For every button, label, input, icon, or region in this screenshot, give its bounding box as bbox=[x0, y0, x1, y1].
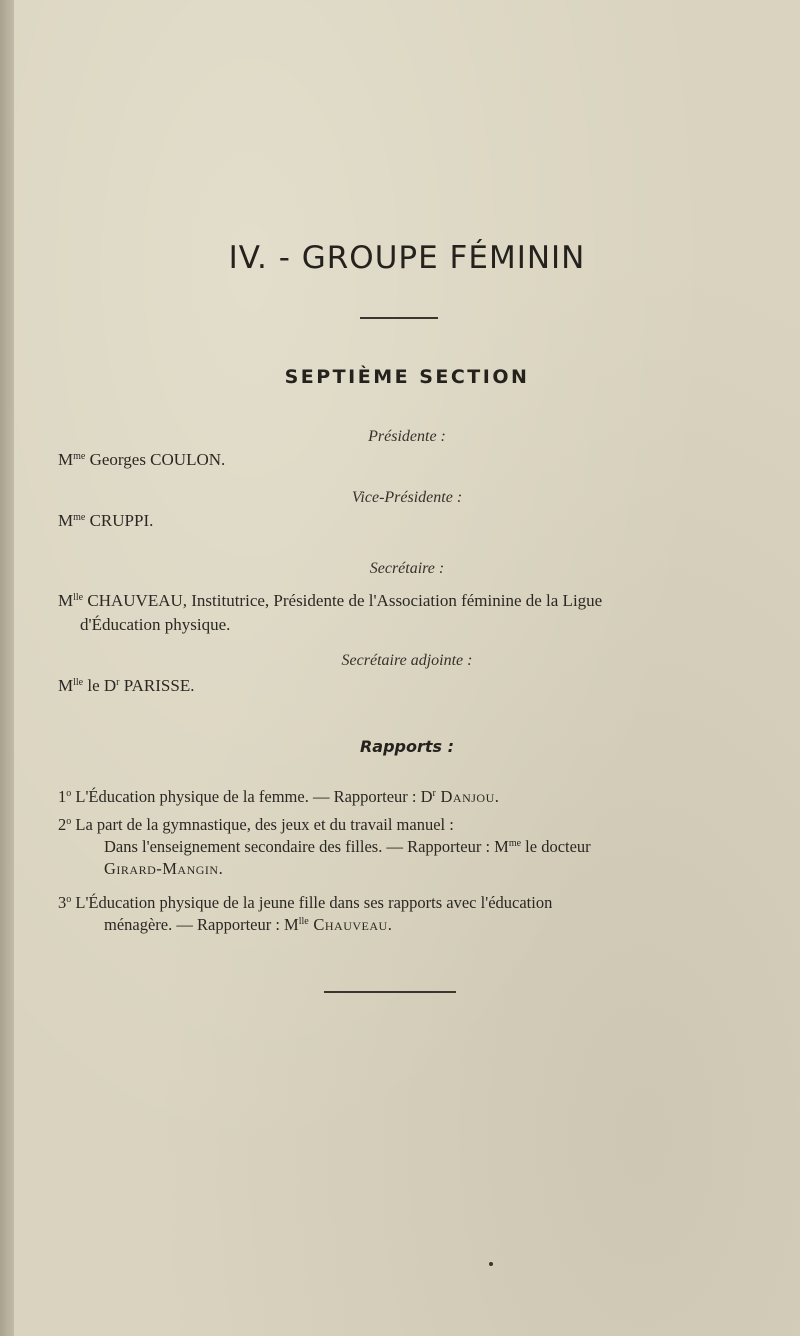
member-secretaire-adjointe bbox=[58, 674, 748, 698]
report-number: 3 bbox=[58, 893, 67, 912]
honorific-sup: me bbox=[73, 451, 86, 462]
honorific: M bbox=[58, 450, 74, 469]
page-edge-shadow bbox=[0, 0, 14, 1336]
report-line-2-end: Chauveau. bbox=[308, 915, 393, 934]
report-line-2-text: ménagère. — Rapporteur : M bbox=[104, 915, 299, 934]
title-divider bbox=[360, 317, 438, 319]
report-text: L'Éducation physique de la femme. — Rapporteur : D bbox=[71, 787, 433, 806]
member-name-continued: d'Éducation physique. bbox=[80, 615, 231, 634]
report-number-sup: o bbox=[66, 816, 72, 827]
report-number-sup: o bbox=[66, 894, 72, 905]
member-secretaire bbox=[58, 589, 748, 637]
report-line-2-sup: lle bbox=[298, 916, 309, 927]
report-text-sup: r bbox=[432, 788, 436, 799]
report-number: 1 bbox=[58, 787, 67, 806]
paper-speck bbox=[489, 1262, 493, 1266]
report-text: L'Éducation physique de la jeune fille dans ses rapports avec l'éducation bbox=[71, 893, 553, 912]
member-name: CRUPPI. bbox=[85, 511, 154, 530]
role-presidente: Présidente : bbox=[368, 428, 446, 445]
section-title: SEPTIÈME SECTION bbox=[284, 366, 530, 388]
report-line-2-sup: me bbox=[508, 838, 522, 849]
role-secretaire-adjointe: Secrétaire adjointe : bbox=[341, 652, 473, 669]
report-rapporteur: Danjou. bbox=[435, 787, 500, 806]
report-item bbox=[58, 892, 748, 936]
member-name-prefix: le D bbox=[83, 676, 117, 695]
honorific: M bbox=[58, 591, 74, 610]
member-name: Georges COULON. bbox=[85, 450, 226, 469]
honorific-sup: lle bbox=[73, 677, 84, 688]
honorific: M bbox=[58, 676, 74, 695]
member-name: PARISSE. bbox=[119, 676, 195, 695]
report-line-2-text: Dans l'enseignement secondaire des filles. — Rapporteur : M bbox=[104, 837, 509, 856]
document-page bbox=[14, 0, 800, 1336]
member-name: CHAUVEAU, Institutrice, Présidente de l'Association féminine de la Ligue bbox=[83, 591, 603, 610]
rapports-heading: Rapports : bbox=[359, 737, 455, 756]
honorific-sup: me bbox=[73, 512, 86, 523]
member-presidente bbox=[58, 448, 748, 472]
honorific-sup: lle bbox=[73, 592, 84, 603]
report-line-2 bbox=[58, 914, 748, 936]
report-line-3: Girard-Mangin. bbox=[104, 859, 224, 878]
report-item bbox=[58, 814, 748, 880]
title-sup: r bbox=[116, 677, 120, 688]
group-title: IV. - GROUPE FÉMININ bbox=[228, 240, 586, 276]
honorific: M bbox=[58, 511, 74, 530]
report-number: 2 bbox=[58, 815, 67, 834]
role-secretaire: Secrétaire : bbox=[369, 560, 445, 577]
role-vice-presidente: Vice-Présidente : bbox=[351, 489, 463, 506]
report-number-sup: o bbox=[66, 788, 72, 799]
closing-divider bbox=[324, 991, 456, 993]
member-vice-presidente bbox=[58, 509, 748, 533]
report-text: La part de la gymnastique, des jeux et du travail manuel : bbox=[71, 815, 454, 834]
report-item bbox=[58, 786, 748, 808]
report-line-2-end: le docteur bbox=[521, 837, 591, 856]
report-line-2 bbox=[58, 836, 748, 858]
